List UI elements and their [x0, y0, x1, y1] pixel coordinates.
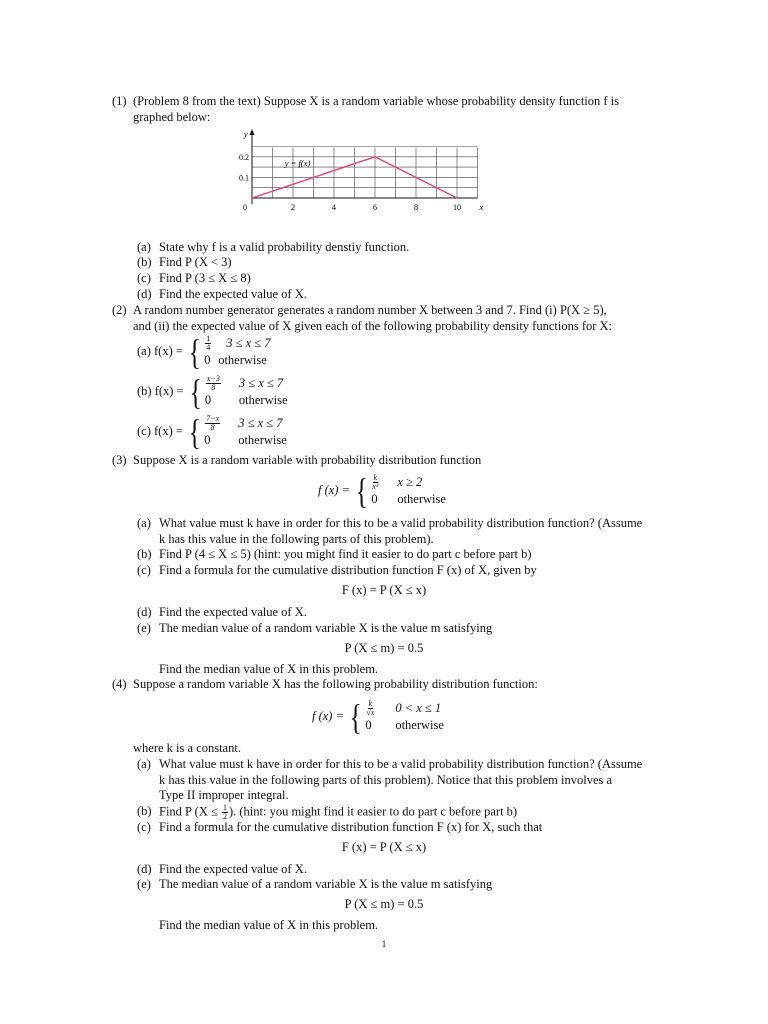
question-4: [112, 677, 682, 693]
part-text: State why f is a valid probability denstiy function.: [159, 240, 410, 254]
part-text: Find the expected value of X.: [159, 605, 307, 619]
otherwise-text: otherwise: [218, 352, 267, 367]
part-text: k has this value in the following parts of this problem). Notice that this problem involves a: [159, 772, 613, 787]
y-axis-arrow: [250, 129, 255, 135]
part-text: Find the expected value of X.: [159, 287, 307, 301]
question-text-line: A random number generator generates a random number X between 3 and 7. Find (i) P(X ≥ 5),: [133, 303, 607, 317]
question-text-line: graphed below:: [133, 109, 211, 124]
q1-part-c: [137, 271, 682, 287]
q3-distribution-function: [318, 471, 446, 511]
q2-density-b: [137, 372, 288, 412]
function-annotation: y = f(x): [284, 158, 311, 169]
part-text: Find the expected value of X.: [159, 862, 307, 876]
q3-part-e: [137, 621, 682, 637]
part-label: (e): [137, 621, 151, 635]
fraction: $\frac{k}{\text{x³}}$: [372, 473, 379, 491]
part-text: The median value of a random variable X is the value m satisfying: [159, 877, 493, 891]
part-text: Find P (X < 3): [159, 255, 232, 269]
q2-density-c: [137, 412, 287, 452]
fraction: $\frac{k}{√x}$: [366, 699, 375, 717]
condition: 3 ≤ x ≤ 7: [238, 375, 284, 390]
question-text-line: Suppose X is a random variable with probability distribution function: [133, 453, 482, 467]
q1-part-a: [137, 240, 682, 256]
q4-median-equation: P (X ≤ m) = 0.5: [344, 897, 424, 911]
part-text: Find P (4 ≤ X ≤ 5) (hint: you might find it easier to do part c before part b): [159, 547, 532, 561]
question-number: (3): [112, 453, 127, 467]
part-label: (a): [137, 757, 151, 771]
q4-part-c: [137, 820, 682, 836]
part-label: (c): [137, 424, 151, 439]
brace-symbol: {: [355, 471, 368, 511]
q3-part-a: [137, 516, 682, 547]
zero-value: 0: [371, 491, 378, 506]
function-lhs: f(x) =: [154, 424, 183, 439]
part-text: Find P (3 ≤ X ≤ 8): [159, 271, 251, 285]
part-label: (d): [137, 862, 152, 876]
part-label: (b): [137, 384, 152, 399]
part-label: (d): [137, 287, 152, 301]
question-number: (2): [112, 303, 127, 317]
zero-value: 0: [365, 717, 372, 732]
condition: 0 < x ≤ 1: [395, 700, 442, 715]
part-text: k has this value in the following parts of this problem).: [159, 531, 434, 546]
part-text: Find a formula for the cumulative distribution function F (x) of X, given by: [159, 563, 537, 577]
fraction: $\frac{x-3}{8}$: [206, 374, 220, 392]
part-text: Find P (X ≤: [159, 804, 218, 819]
chart-grid: [252, 147, 478, 199]
condition: 3 ≤ x ≤ 7: [226, 335, 271, 350]
question-2: [112, 303, 682, 334]
function-lhs: f (x) =: [312, 709, 345, 724]
q4-median-text: Find the median value of X in this problem.: [159, 918, 379, 932]
part-text: Type II improper integral.: [159, 788, 289, 802]
function-lhs: f(x) =: [154, 344, 183, 359]
y-axis-label: y: [244, 130, 248, 139]
part-label: (a): [137, 516, 151, 530]
part-text: ). (hint: you might find it easier to do part c before part b): [228, 804, 518, 819]
brace-symbol: {: [188, 412, 201, 452]
fraction: $\frac{7-x}{8}$: [206, 414, 220, 432]
part-label: (c): [137, 820, 151, 834]
question-text-line: and (ii) the expected value of X given each of the following probability density functions for X:: [133, 318, 613, 333]
zero-value: 0: [204, 352, 211, 367]
part-label: (b): [137, 547, 152, 561]
q3-median-text: Find the median value of X in this problem.: [159, 662, 379, 676]
question-text-line: (Problem 8 from the text) Suppose X is a random variable whose probability density function f is: [133, 94, 620, 108]
part-label: (a): [137, 344, 151, 359]
question-3: [112, 453, 682, 469]
condition: 3 ≤ x ≤ 7: [238, 415, 283, 430]
fraction: $\frac{1}{2}$: [222, 803, 227, 821]
q4-part-d: [137, 862, 682, 878]
pdf-graph: [226, 128, 486, 214]
otherwise-text: otherwise: [238, 392, 288, 407]
zero-value: 0: [204, 392, 212, 407]
q3-part-d: [137, 605, 682, 621]
q3-part-b: [137, 547, 682, 563]
q4-distribution-function: [312, 697, 444, 737]
part-text: What value must k have in order for this to be a valid probability distribution function? (Assume: [159, 757, 643, 771]
fraction: $\frac{1}{4}$: [206, 334, 211, 352]
x-tick-label: 10: [453, 203, 461, 212]
function-lhs: f(x) =: [154, 384, 184, 399]
part-label: (d): [137, 605, 152, 619]
page-number: 1: [381, 939, 387, 949]
q4-cdf-equation: F (x) = P (X ≤ x): [341, 840, 427, 854]
question-1: [112, 94, 682, 125]
otherwise-text: otherwise: [238, 432, 287, 447]
brace-symbol: {: [349, 697, 362, 737]
part-text: The median value of a random variable X is the value m satisfying: [159, 621, 493, 635]
x-tick-label: 4: [332, 203, 336, 212]
brace-symbol: {: [188, 332, 201, 372]
part-text: What value must k have in order for this to be a valid probability distribution function? (Assume: [159, 516, 643, 530]
part-label: (b): [137, 255, 152, 269]
q3-part-c: [137, 563, 682, 579]
q1-part-d: [137, 287, 682, 303]
x-tick-label: 8: [414, 203, 418, 212]
otherwise-text: otherwise: [395, 717, 444, 732]
x-tick-label: 0: [243, 203, 247, 212]
question-text-line: Suppose a random variable X has the following probability distribution function:: [133, 677, 538, 691]
function-lhs: f (x) =: [318, 483, 351, 498]
part-label: (c): [137, 271, 151, 285]
chart-axes: [250, 129, 478, 204]
q2-density-a: [137, 332, 271, 372]
q4-where-text: where k is a constant.: [133, 741, 241, 755]
part-label: (b): [137, 804, 152, 818]
part-label: (e): [137, 877, 151, 891]
part-label: (c): [137, 563, 151, 577]
x-tick-label: 6: [373, 203, 377, 212]
x-axis-label: x: [479, 203, 484, 212]
y-tick-label: 0.2: [239, 152, 249, 162]
q3-cdf-equation: F (x) = P (X ≤ x): [341, 583, 427, 597]
q3-median-equation: P (X ≤ m) = 0.5: [344, 641, 424, 655]
condition: x ≥ 2: [397, 474, 423, 489]
x-tick-label: 2: [291, 203, 295, 212]
q4-part-e: [137, 877, 682, 893]
question-number: (1): [112, 94, 127, 108]
q4-part-a: [137, 757, 682, 804]
q4-part-b: [137, 804, 682, 821]
y-tick-label: 0.1: [239, 173, 249, 183]
brace-symbol: {: [189, 372, 202, 412]
q1-part-b: [137, 255, 682, 271]
otherwise-text: otherwise: [397, 491, 446, 506]
part-label: (a): [137, 240, 151, 254]
zero-value: 0: [204, 432, 211, 447]
part-text: Find a formula for the cumulative distribution function F (x) for X, such that: [159, 820, 543, 834]
question-number: (4): [112, 677, 127, 691]
